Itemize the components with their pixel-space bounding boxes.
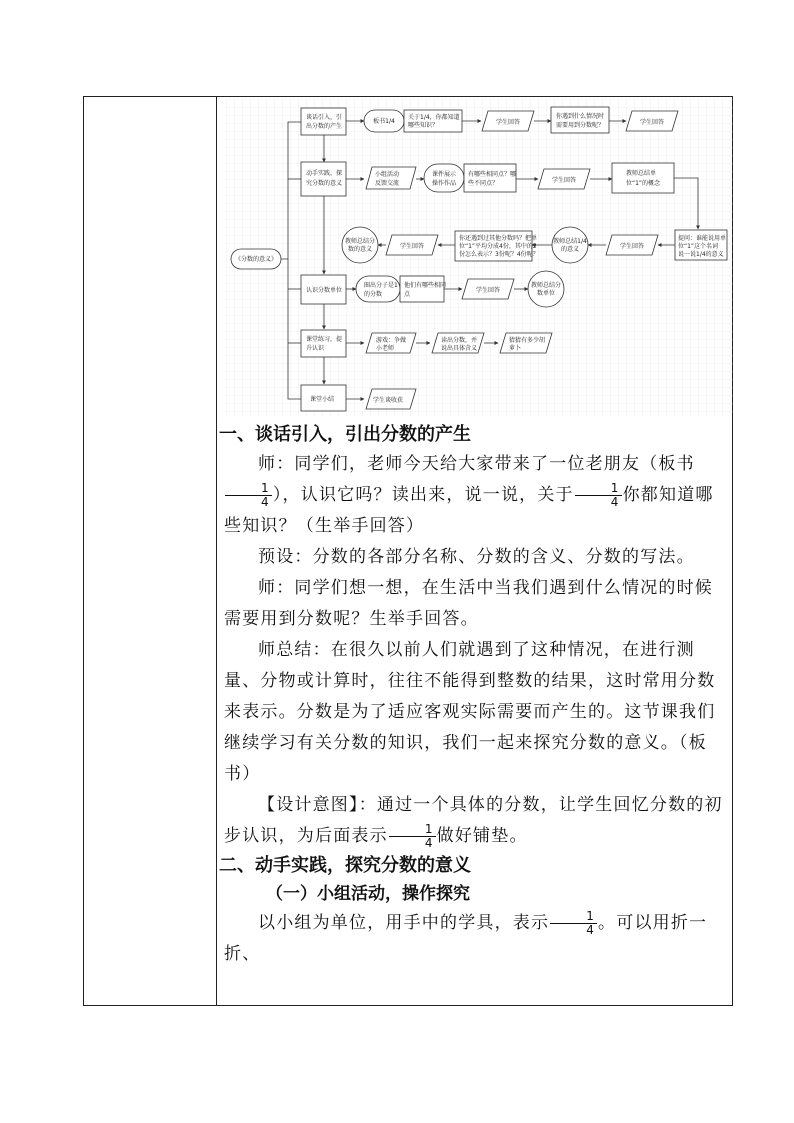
svg-text:学生回答: 学生回答	[495, 119, 521, 126]
svg-text:课件展示: 课件展示	[432, 171, 457, 178]
svg-text:位“1”平均分成4份，其中的2: 位“1”平均分成4份，其中的2	[459, 243, 537, 250]
svg-text:学生谈收获: 学生谈收获	[372, 397, 404, 404]
section1-paragraph-4: 师总结：在很久以前人们就遇到了这种情况，在进行测量、分物或计算时，往往不能得到整数的结果，这时常用分数来表示。分数是为了适应客观实际需要而产生的。这节课我们继续学习有关分数的知识，我们一起来探究分数的意义。（板书）	[224, 640, 716, 784]
fraction-one-quarter: $\frac{1}{4}$	[575, 482, 622, 509]
svg-text:反馈交流: 反馈交流	[375, 180, 400, 187]
svg-text:数单位: 数单位	[536, 290, 556, 297]
svg-text:升认识: 升认识	[306, 345, 325, 352]
svg-text:小老师: 小老师	[376, 345, 395, 352]
svg-text:学生回答: 学生回答	[639, 119, 665, 126]
svg-text:说一说1/4的意义: 说一说1/4的意义	[678, 251, 724, 258]
svg-text:些不同点？: 些不同点？	[468, 180, 499, 187]
svg-text:教师总结单: 教师总结单	[626, 170, 657, 177]
fraction-one-quarter: $\frac{1}{4}$	[225, 482, 272, 509]
svg-text:《分数的意义》: 《分数的意义》	[234, 256, 278, 263]
svg-text:关于1/4，你都知道: 关于1/4，你都知道	[408, 114, 460, 121]
svg-text:他们有哪些相同: 他们有哪些相同	[404, 282, 447, 289]
section2-subheading: （一）小组活动，操作探究	[266, 884, 470, 904]
section1-heading: 一、谈话引入，引出分数的产生	[219, 424, 471, 445]
content-cell	[219, 97, 730, 1005]
svg-text:说出具体含义: 说出具体含义	[441, 345, 478, 352]
fraction-one-quarter: $\frac{1}{4}$	[550, 910, 597, 937]
svg-text:读出分数，并: 读出分数，并	[441, 337, 478, 344]
svg-text:份怎么表示？3份呢？4份呢？: 份怎么表示？3份呢？4份呢？	[459, 251, 539, 258]
svg-text:教师总结分: 教师总结分	[530, 282, 562, 289]
design-intent-paragraph: 【设计意图】：通过一个具体的分数，让学生回忆分数的初步认识，为后面表示 $\frac{1}{4}$ 做好铺垫。	[224, 795, 723, 850]
lesson-table	[83, 96, 733, 1006]
svg-text:有哪些相同点？哪: 有哪些相同点？哪	[468, 171, 517, 178]
section1-paragraph-1: 师：同学们，老师今天给大家带来了一位老朋友（板书 $\frac{1}{4}$ ），认识它吗？读出来，说一说，关于 $\frac{1}{4}$ 你都知道哪些知识？（生举手回答）	[224, 454, 714, 536]
svg-text:位“1”这个名词: 位“1”这个名词	[678, 243, 719, 250]
svg-text:游戏：争做: 游戏：争做	[376, 337, 407, 344]
section2-heading: 二、动手实践，探究分数的意义	[219, 855, 471, 876]
svg-text:教师总结1/4: 教师总结1/4	[553, 238, 587, 245]
svg-text:小组活动: 小组活动	[375, 171, 400, 178]
svg-text:课堂小结: 课堂小结	[310, 396, 335, 403]
flow-root	[231, 249, 281, 269]
lesson-text	[219, 421, 730, 970]
svg-text:位“1”的概念: 位“1”的概念	[626, 180, 661, 187]
svg-text:学生回答: 学生回答	[551, 177, 577, 184]
svg-text:学生回答: 学生回答	[399, 243, 425, 250]
svg-text:认识分数单位: 认识分数单位	[306, 287, 343, 294]
svg-text:你遇到什么情况时: 你遇到什么情况时	[556, 113, 605, 120]
section1-paragraph-3: 师：同学们想一想，在生活中当我们遇到什么情况的时候需要用到分数呢？生举手回答。	[224, 578, 713, 629]
flowchart	[226, 99, 733, 417]
svg-text:需要用到分数呢？: 需要用到分数呢？	[556, 122, 605, 129]
svg-text:究分数的意义: 究分数的意义	[306, 180, 343, 187]
section2-paragraph-1: 以小组为单位，用手中的学具，表示 $\frac{1}{4}$ 。可以用折一折、	[224, 908, 708, 964]
svg-text:哪些知识？: 哪些知识？	[408, 122, 439, 129]
svg-text:教师总结分: 教师总结分	[344, 238, 376, 245]
svg-text:学生回答: 学生回答	[475, 287, 501, 294]
column-divider	[216, 97, 217, 1005]
svg-text:提问：谁能说用单: 提问：谁能说用单	[678, 235, 727, 242]
section1-paragraph-2: 预设：分数的各部分名称、分数的含义、分数的写法。	[258, 547, 695, 567]
svg-text:点: 点	[404, 291, 411, 298]
svg-text:猜猜有多少胡: 猜猜有多少胡	[509, 337, 546, 344]
svg-text:萝卜: 萝卜	[509, 345, 522, 352]
svg-text:谈话引入，引: 谈话引入，引	[306, 114, 343, 121]
svg-text:课堂练习，提: 课堂练习，提	[306, 336, 343, 343]
flowchart-svg	[226, 99, 733, 417]
svg-text:的分数: 的分数	[364, 291, 383, 298]
svg-text:你还遇到过其他分数吗？把单: 你还遇到过其他分数吗？把单	[459, 235, 538, 242]
fraction-one-quarter: $\frac{1}{4}$	[389, 823, 436, 850]
svg-text:动手实践，探: 动手实践，探	[306, 170, 343, 177]
svg-text:操作作品: 操作作品	[432, 180, 457, 187]
svg-text:的意义: 的意义	[560, 246, 580, 253]
svg-text:学生回答: 学生回答	[619, 243, 645, 250]
svg-text:圈出分子是1: 圈出分子是1	[364, 282, 398, 289]
svg-text:数的意义: 数的意义	[347, 246, 373, 253]
svg-text:出分数的产生: 出分数的产生	[306, 123, 343, 130]
svg-text:板书1/4: 板书1/4	[373, 118, 395, 125]
